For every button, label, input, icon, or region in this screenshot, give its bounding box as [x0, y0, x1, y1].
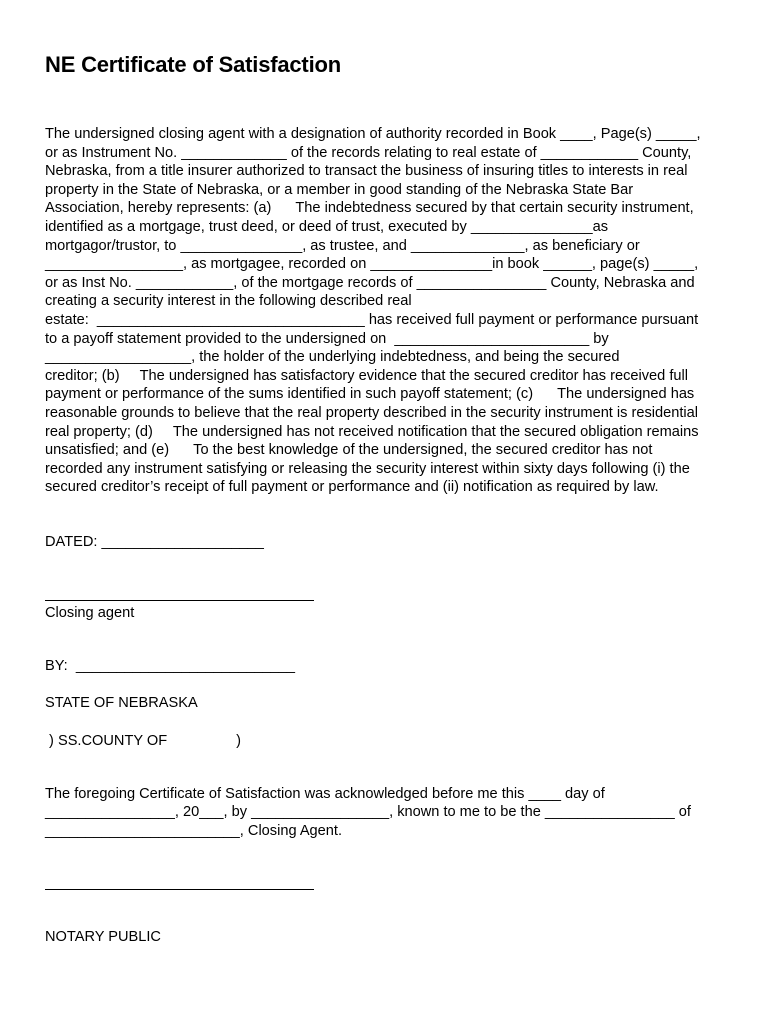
certificate-body [45, 125, 735, 497]
body-line: or as Inst No. ____________, of the mortgage records of ________________ County, Nebraska and [45, 274, 695, 291]
acknowledgment-line: ________________, 20___, by _________________, known to me to be the ________________ of [45, 804, 691, 820]
body-line: or as Instrument No. _____________ of the records relating to real estate of ____________ County, [45, 144, 692, 161]
body-line: reasonable grounds to believe that the real property described in the security instrument is residential [45, 404, 699, 421]
body-line: mortgagor/trustor, to _______________, as trustee, and ______________, as beneficiary or [45, 237, 640, 254]
body-line: secured creditor’s receipt of full payment or performance and (ii) notification as required by law. [45, 479, 659, 496]
by-field: BY: ___________________________ [45, 658, 295, 674]
body-line: to a payoff statement provided to the undersigned on ________________________ by [45, 330, 609, 347]
body-line: creditor; (b) The undersigned has satisfactory evidence that the secured creditor has received full [45, 367, 689, 384]
body-line: The undersigned closing agent with a designation of authority recorded in Book ____, Page(s) _____, [45, 126, 701, 142]
body-line: Nebraska, from a title insurer authorized to transact the business of insuring titles to interests in real [45, 163, 688, 180]
body-line: creating a security interest in the following described real [45, 293, 412, 310]
body-line: __________________, the holder of the underlying indebtedness, and being the secured [45, 349, 620, 366]
acknowledgment-line: ________________________, Closing Agent. [45, 823, 343, 839]
acknowledgment-line: The foregoing Certificate of Satisfaction was acknowledged before me this ____ day of [45, 786, 605, 802]
body-line: identified as a mortgage, trust deed, or deed of trust, executed by _______________as [45, 218, 609, 235]
closing-agent-signature-line [45, 600, 314, 601]
body-line: Association, hereby represents: (a) The indebtedness secured by that certain security instrument, [45, 200, 694, 217]
body-line: property in the State of Nebraska, or a member in good standing of the Nebraska State Bar [45, 181, 634, 198]
document-title: NE Certificate of Satisfaction [45, 52, 341, 77]
notary-public-label: NOTARY PUBLIC [45, 929, 161, 945]
county-label: ) SS.COUNTY OF ) [45, 733, 241, 749]
body-line: real property; (d) The undersigned has not received notification that the secured obligation remains [45, 423, 699, 440]
body-line: recorded any instrument satisfying or releasing the security interest within sixty days following (i) the [45, 460, 690, 477]
body-line: estate: _________________________________ has received full payment or performance pursuant [45, 311, 699, 328]
closing-agent-label: Closing agent [45, 605, 135, 621]
dated-field: DATED: ____________________ [45, 534, 264, 550]
notary-signature-line [45, 889, 314, 890]
body-line: _________________, as mortgagee, recorded on _______________in book ______, page(s) _____, [45, 256, 699, 273]
body-line: unsatisfied; and (e) To the best knowledge of the undersigned, the secured creditor has not [45, 442, 653, 459]
body-line: payment or performance of the sums identified in such payoff statement; (c) The undersigned has [45, 386, 695, 403]
state-label: STATE OF NEBRASKA [45, 695, 198, 711]
